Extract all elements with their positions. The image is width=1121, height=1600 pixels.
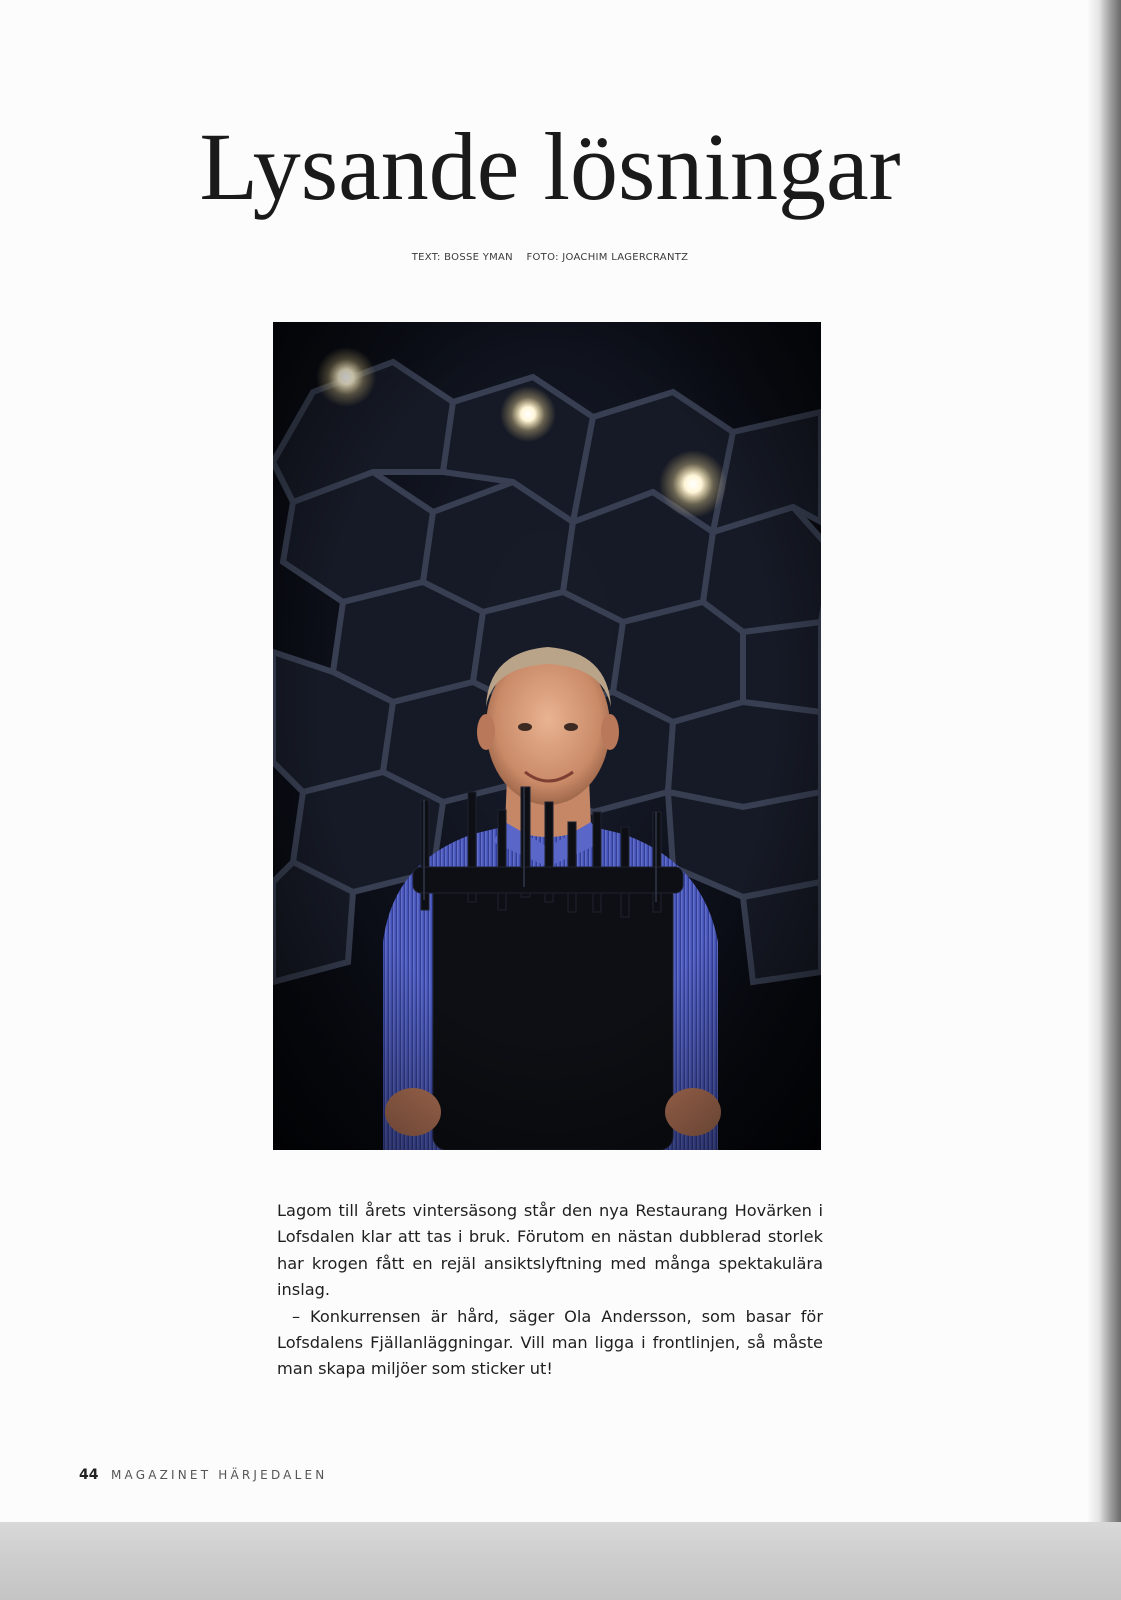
article-body bbox=[277, 1198, 823, 1383]
body-paragraph: – Konkurrensen är hård, säger Ola Andersson, som basar för Lofsdalens Fjällanläggningar. Vill man ligga i frontlinjen, så måste man skapa miljöer som sticker ut! bbox=[277, 1306, 823, 1379]
article-photo bbox=[273, 322, 821, 1150]
page-number: 44 bbox=[79, 1467, 99, 1483]
byline bbox=[0, 252, 1100, 263]
byline-text-credit: TEXT: BOSSE YMAN bbox=[411, 252, 513, 263]
page-gutter-shadow bbox=[1087, 0, 1121, 1525]
portrait-illustration bbox=[273, 322, 821, 1150]
byline-photo-credit: FOTO: JOACHIM LAGERCRANTZ bbox=[526, 252, 689, 263]
page-footer bbox=[79, 1467, 327, 1483]
scan-bottom-shadow bbox=[0, 1522, 1121, 1600]
article-title: Lysande lösningar bbox=[199, 113, 901, 220]
body-paragraph: Lagom till årets vintersäsong står den nya Restaurang Hovärken i Lofsdalen klar att tas i bruk. Förutom en nästan dubblerad storlek har krogen fått en rejäl ansiktslyftning med många spektakulära inslag. bbox=[277, 1201, 823, 1300]
magazine-name: MAGAZINET HÄRJEDALEN bbox=[110, 1468, 328, 1482]
